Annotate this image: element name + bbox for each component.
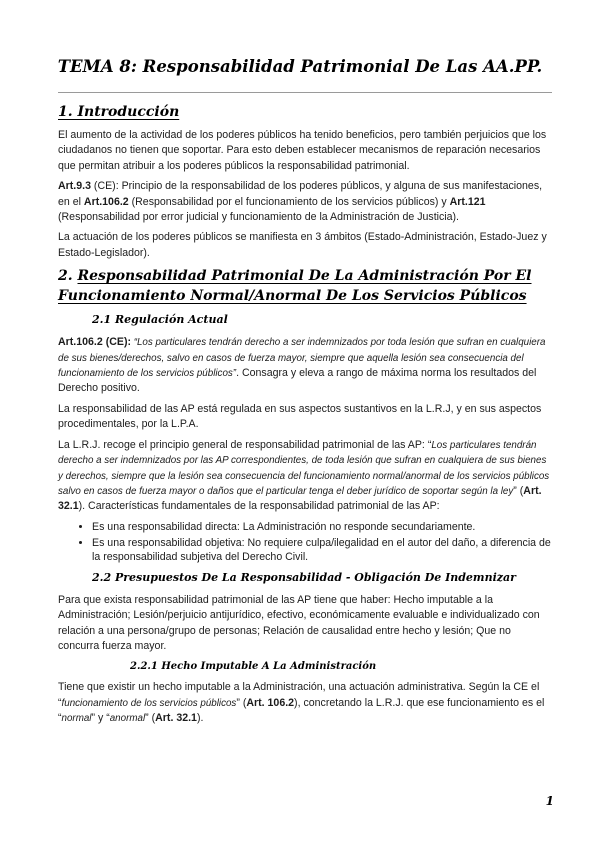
section-2-1-paragraph-1: Art.106.2 (CE): “Los particulares tendrán derecho a ser indemnizados por toda lesión que sufran en cualquiera de sus bienes/derechos, salvo en casos de fuerza mayor, siempre que aquella lesión sea consecuencia del funcionamiento de los servicios públicos”. Consagra y eleva a rango de máxima norma los resultados del Derecho positivo. bbox=[58, 336, 546, 395]
section-2-2-heading: 2.2 Presupuestos De La Responsabilidad - Obligación De Indemnizar bbox=[92, 570, 516, 584]
section-1-paragraph-2: Art.9.3 (CE): Principio de la responsabilidad de los poderes públicos, y alguna de sus manifestaciones, en el Art.106.2 (Responsabilidad por el funcionamiento de los servicios públicos) y Art.121 (Responsabilidad por error judicial y funcionamiento de la Administración de Justicia). bbox=[58, 180, 543, 224]
section-1-paragraph-1: El aumento de la actividad de los poderes públicos ha tenido beneficios, pero también perjuicios que los ciudadanos no tienen que soportar. Para esto deben establecer mecanismos de reparación necesarios que permitan atribuir a los poderes públicos la responsabilidad patrimonial. bbox=[58, 129, 547, 172]
list-item: • Es una responsabilidad directa: La Administración no responde secundariamente. bbox=[92, 520, 552, 534]
title-divider bbox=[58, 92, 552, 93]
section-2-1-heading: 2.1 Regulación Actual bbox=[92, 313, 228, 327]
section-2-1-paragraph-3: La L.R.J. recoge el principio general de responsabilidad patrimonial de las AP: “Los particulares tendrán derecho a ser indemnizados por las AP correspondientes, de toda lesión que sufran en cualquiera de sus bienes y derechos, siempre que la lesión sea consecuencia del funcionamiento normal/anormal de los servicios públicos salvo en casos de fuerza mayor o daños que el particular tenga el deber jurídico de soportar según la ley” (Art. 32.1). Características fundamentales de la responsabilidad patrimonial de las AP: bbox=[58, 438, 550, 513]
section-2-2-1-paragraph-1: Tiene que existir un hecho imputable a la Administración, una actuación administrativa. Según la CE el “funcionamiento de los servicios públicos” (Art. 106.2), concretando la L.R.J. que ese funcionamiento es el “normal” y “anormal” (Art. 32.1). bbox=[58, 681, 545, 725]
section-2-2-1-heading: 2.2.1 Hecho Imputable A La Administración bbox=[130, 661, 377, 673]
section-2-1-paragraph-2: La responsabilidad de las AP está regulada en sus aspectos sustantivos en la L.R.J, y en sus aspectos procedimentales, por la L.P.A. bbox=[58, 402, 542, 431]
section-1-paragraph-3: La actuación de los poderes públicos se manifiesta en 3 ámbitos (Estado-Administración, Estado-Juez y Estado-Legislador). bbox=[58, 231, 547, 259]
document-body bbox=[58, 102, 552, 732]
section-2-2-paragraph-1: Para que exista responsabilidad patrimonial de las AP tiene que haber: Hecho imputable a la Administración; Lesión/perjuicio antijurídico, efectivo, económicamente evaluable e individualizado con relación a una persona/grupo de personas; Relación de causalidad entre hecho y lesión; Que no concurra fuerza mayor. bbox=[58, 593, 540, 652]
list-item: • Es una responsabilidad objetiva: No requiere culpa/ilegalidad en el autor del daño, a diferencia de la responsabilidad subjetiva del Derecho Civil. bbox=[92, 536, 552, 564]
page-number: 1 bbox=[545, 794, 554, 808]
document-title: TEMA 8: Responsabilidad Patrimonial De Las AA.PP. bbox=[57, 57, 543, 76]
section-2-heading: 2. Responsabilidad Patrimonial De La Administración Por El Funcionamiento Normal/Anormal De Los Servicios Públicos bbox=[58, 268, 532, 305]
section-1-heading: 1. Introducción bbox=[58, 104, 180, 120]
characteristics-list bbox=[58, 520, 552, 564]
